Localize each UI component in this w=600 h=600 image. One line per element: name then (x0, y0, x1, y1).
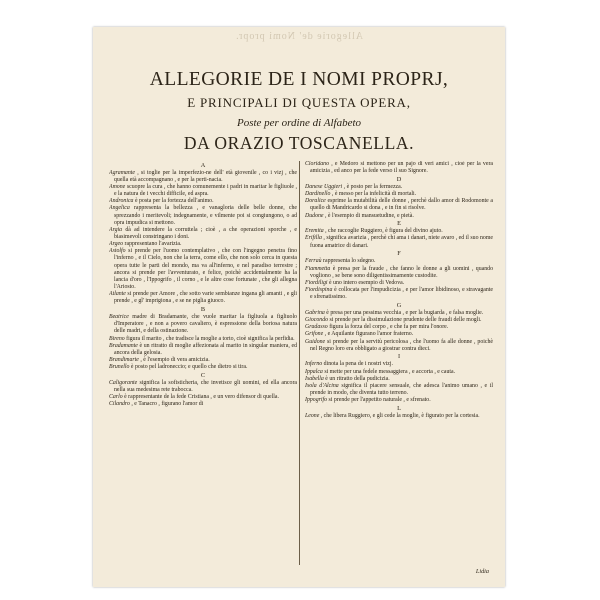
entry (305, 339, 493, 353)
section-letter: L (397, 404, 401, 412)
entry-name: Danese Uggieri (305, 183, 343, 190)
entry (109, 401, 297, 408)
entry (109, 343, 297, 357)
entry (109, 170, 297, 184)
entry-text: , che libera Ruggiero, e gli cede la moglie, è figurato per la cortesia. (320, 412, 480, 419)
entry-text: è rappresentante de la fede Cristiana , e un vero difensor di quella. (124, 394, 279, 401)
entry (305, 198, 493, 212)
entry-text: , è messo per la infelicità di mortali. (331, 191, 417, 198)
entry-text: figura la forza del corpo , e che fa per mira l'onore. (329, 324, 449, 331)
entry-name: Argeo (109, 241, 124, 248)
entry-name: Fiammetta (305, 265, 331, 272)
entry (305, 361, 493, 368)
entry-text: è uno intero esempio di Vedova. (328, 279, 405, 286)
entry (305, 287, 493, 301)
section-letter: D (396, 175, 402, 183)
section-letter: F (397, 250, 401, 258)
entry (305, 383, 493, 397)
entry-text: si prende per la dissimulazione prudente delle fraudi delle mogli. (329, 317, 482, 324)
entry (305, 258, 493, 265)
entry-name: Giocondo (305, 317, 329, 324)
entry (305, 413, 493, 420)
entry-name: Gabrina (305, 309, 325, 316)
entry (109, 291, 297, 305)
entry (305, 369, 493, 376)
entry (305, 213, 493, 220)
entry-name: Agramante (109, 169, 135, 176)
entry-text: è posta per la fortezza dell'animo. (134, 198, 214, 205)
entry-name: Brandimarte (109, 357, 139, 364)
column-divider (299, 161, 300, 565)
entry (109, 357, 297, 364)
entry (109, 364, 297, 371)
entry (109, 198, 297, 205)
section-letter: G (396, 301, 402, 309)
entry-name: Gradasso (305, 324, 328, 331)
entry (305, 310, 493, 317)
entry (305, 376, 493, 383)
entry-name: Atlante (109, 291, 126, 298)
entry-text: , e Tanacro , figurano l'amor di (131, 401, 204, 408)
entry (305, 235, 493, 249)
entry-text: dà ad intendere la corruttela ; cioè , a che operazioni sporche , e biasimevoli constringano i doni. (114, 226, 297, 240)
entry-name: Caligorante (109, 380, 138, 386)
entry-name: Grifone (305, 331, 324, 338)
entry-text: rappresentano l'avarizia. (124, 241, 182, 248)
entry-text: si prende per Amore , che sotto varie sembianze ingana gli amanti , e gli prende , e gl' imprigiona , e se ne piglia giuoco. (114, 291, 297, 305)
entry-text: è presa per una pessima vecchia , e per la bugiarda , e falsa moglie. (326, 309, 484, 316)
entry-name: Guidone (305, 338, 326, 345)
entry-name: Dardinello (305, 191, 331, 198)
entry-text: , che raccoglie Ruggiero, è figura del divino ajuto. (325, 228, 443, 235)
entry-text: è collocata per l'impudicizia , e per l'amor libidinoso, e stravagante e sfrenatissimo. (310, 286, 493, 301)
entry (109, 184, 297, 198)
ordering-note: Poste per ordine di Alfabeto (236, 117, 362, 129)
entry-text: figura il marito , che tradisce la moglie a torto, cioè significa la perfidia. (126, 335, 295, 342)
bleed-through-text: Allegorie de' Nomi propr. (235, 31, 363, 42)
entry (305, 161, 493, 175)
entry-text: è presa per la fraude , che fanno le donne a gli uomini , quando vogliono , se bene sono diligentissimamente custodite. (310, 265, 493, 279)
entry-name: Argia (109, 226, 123, 233)
entry-text: , significa avarizia , perchè chi ama i danari, niete avaro , ed il suo nome fuona amatrice di danari. (310, 235, 493, 249)
entry-text: , è posto per la fermezza. (343, 183, 403, 190)
entry-name: Brunello (109, 364, 130, 371)
entry-text: significa la sofisticheria, che invetisce gli uomini, ed ella ancora nella sua medesima rete trabocca. (114, 380, 297, 394)
entry-text: si prende per l'appetito naturale , e sfrenato. (328, 397, 431, 404)
entry-name: Cilandro (109, 401, 130, 408)
entry (109, 248, 297, 291)
entry (305, 331, 493, 338)
entry (305, 184, 493, 191)
entry-name: Ippalca (305, 368, 323, 375)
entry-name: Cloridano (305, 161, 330, 167)
entry-name: Bireno (109, 335, 125, 342)
entry-text: madre di Bradamante, che vuole maritar la figliuola a figliuolo d'Imperatore , e non a povero cavaliero, è espressione della boriosa natura delle madri, e della ostinazione. (114, 314, 297, 335)
entry-text: esprime la mutabilità delle donne , perchè dallo amor di Rodomonte a quello di Mandricardo si dona , e in fin si risolve. (310, 198, 493, 212)
entry-text: , e Aquilante figurano l'amor fraterno. (324, 331, 414, 338)
page-subtitle: E PRINCIPALI DI QUESTA OPERA, (187, 95, 411, 110)
entry-text: significa il piacere sensuale, che adesca l'animo umano , e il prende in modo, che diventa tutto terreno. (310, 382, 493, 397)
page-title: ALLEGORIE DE I NOMI PROPRJ, (149, 69, 449, 90)
entry-text: è un ritratto di moglie affezionata al marito in singular maniera, ed ancora della gelosia. (114, 342, 297, 356)
entry-name: Ferraù (305, 258, 322, 265)
entry-name: Isola d'Alcina (305, 382, 339, 389)
catchword: Lidia (475, 568, 489, 575)
entry-text: , è l'esempio di mansuetudine, e pietà. (324, 212, 414, 219)
entry-name: Isabella (305, 375, 324, 382)
entry (109, 205, 297, 226)
entry-name: Ippogrifo (305, 397, 328, 404)
entry-text: è un ritratto della pudicizia. (325, 375, 390, 382)
right-column (305, 161, 493, 565)
entry (305, 266, 493, 280)
entry-name: Doralice (305, 198, 326, 205)
entry (109, 380, 297, 394)
entry (305, 397, 493, 404)
entry (305, 191, 493, 198)
entry-text: scuopre la cura , che hanno comunemente i padri in maritar le figliuole , e la natura de i vecchi difficile, ed aspra. (114, 183, 297, 198)
left-column (109, 161, 297, 565)
entry-text: , è l'esempio di vera amicizia. (140, 357, 210, 364)
entry-text: si prende per la servitù pericolosa , che l'uomo fa alle donne , poichè nel Regno loro era obbligato a giostrar contra dieci. (310, 338, 493, 352)
entry-text: dinota la pena de i nostri vizj. (323, 361, 393, 368)
entry-name: Leone (305, 412, 320, 419)
entry-name: Eremita (305, 228, 324, 235)
entry-name: Dudone (305, 212, 324, 219)
entry-name: Amone (109, 183, 126, 190)
section-letter: E (397, 220, 401, 228)
entry-text: rappresenta lo sdegno. (323, 258, 376, 265)
entry (109, 227, 297, 241)
entry-text: rappresenta la bellezza , e vanagloria delle belle donne, che sprezzando i meritevoli; indegnamente, e vilmente poi si congiungono, o ad opra impudica si mettono. (114, 205, 297, 226)
entry-name: Astolfo (109, 248, 126, 255)
entry-text: , e Medoro si mettono per un pajo di veri amici , cioè per la vera amicizia , ed anco per la fede verso il suo Signore. (310, 161, 493, 175)
entry-name: Fiordiligi (305, 279, 328, 286)
author-line: DA ORAZIO TOSCANELLA. (183, 133, 415, 153)
section-letter: B (200, 306, 206, 314)
book-page (93, 27, 505, 587)
entry (305, 280, 493, 287)
section-letter: I (397, 353, 401, 361)
entry-name: Fiordispina (305, 286, 333, 293)
entry-name: Carlo (109, 394, 123, 401)
entry-text: si mette per una fedele messaggiera , e accorta , e cauta. (324, 368, 456, 375)
entry (109, 314, 297, 335)
entry (109, 336, 297, 343)
entry-name: Bradamante (109, 342, 138, 349)
entry-name: Erifilla (305, 235, 322, 242)
entry-name: Inferno (305, 361, 323, 368)
entry-text: si prende per l'uomo contemplativo , che con l'ingegno penetra fino l'inferno , e il Cielo, non che la terra, come ello, che non solo cerca in questa opera tutte le parti del mondo, ma va all'inferno, e nel paradiso terrestre ; ancora si prende per l'avventurato, e felice, poichè accidentalmente ha la lancia d'oro , l'Ippogrifo , il corno , e le altre cose fortunate , che gli allegna l'Ariosto. (114, 248, 297, 291)
entry-name: Angelica (109, 205, 130, 212)
entry-text: è posto pel ladroneccio; e quello che dietro si tira. (130, 364, 248, 371)
entry-name: Andronica (109, 198, 134, 205)
entry-text: , si toglie per la imperfezio-ne dell' età giovenile , co i vizj , che quella età accompagnano , e per la perti-nacia. (114, 169, 297, 183)
section-letter: A (200, 161, 206, 169)
entry-name: Beatrice (109, 314, 129, 321)
section-letter: C (200, 371, 206, 379)
